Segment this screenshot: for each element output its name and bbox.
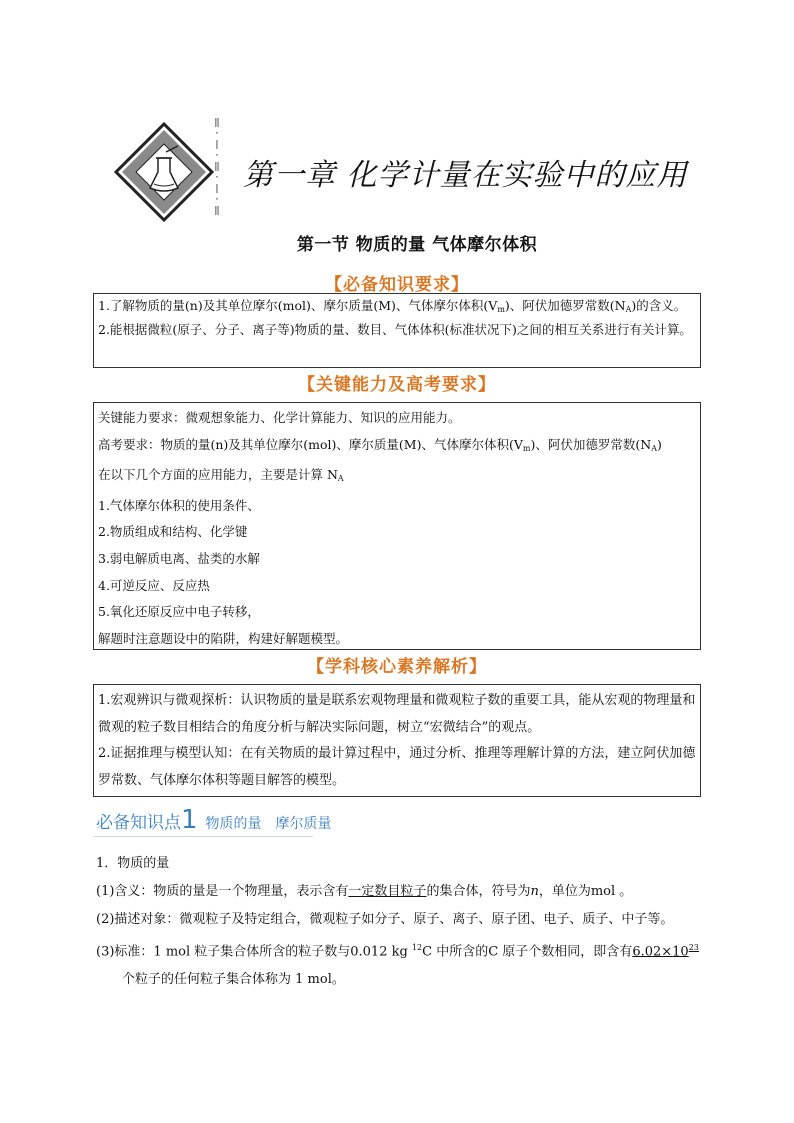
vertical-ornament: ‖ · | · ‖ · | · ‖ [214, 118, 220, 216]
key-ability-item: 5.氧化还原反应中电子转移， [98, 604, 260, 620]
core-literacy-para-1: 1.宏观辨识与微观探析：认识物质的量是联系宏观物理量和微观粒子数的重要工具，能从宏观的物理量和微观的粒子数目相结合的角度分析与解决实际问题，树立“宏微结合”的观点。 [98, 693, 696, 735]
key-ability-heading: 【关键能力及高考要求】 [298, 375, 496, 395]
required-knowledge-heading: 【必备知识要求】 [325, 275, 469, 295]
key-ability-line-3: 在以下几个方面的应用能力，主要是计算 $N_A$ [98, 467, 344, 484]
knowledge-point-title-a: 物质的量 [205, 816, 262, 832]
key-ability-last: 解题时注意题设中的陷阱，构建好解题模型。 [98, 630, 349, 646]
knowledge-point-number: 1 [181, 805, 198, 835]
content-para-2: (2)描述对象：微观粒子及特定组合，微观粒子如分子、原子、离子、原子团、电子、质子、中子等。 [96, 912, 674, 927]
section-title: 第一节 物质的量 气体摩尔体积 [296, 235, 538, 255]
required-knowledge-box [93, 293, 701, 368]
core-literacy-heading: 【学科核心素养解析】 [307, 657, 487, 677]
key-ability-line-1: 关键能力要求：微观想象能力、化学计算能力、知识的应用能力。 [98, 410, 461, 425]
key-ability-item: 1.气体摩尔体积的使用条件、 [98, 497, 260, 513]
key-ability-box [93, 402, 701, 650]
knowledge-point-heading [96, 805, 346, 835]
key-ability-item: 4.可逆反应、反应热 [98, 577, 210, 593]
knowledge-point-label: 必备知识点 [96, 813, 181, 833]
key-ability-item: 2.物质组成和结构、化学键 [98, 524, 248, 540]
knowledge-point-title-b: 摩尔质量 [275, 816, 332, 832]
key-ability-line-2: 高考要求：物质的量(n)及其单位摩尔(mol)、摩尔质量(M)、气体摩尔体积$(V_m)$、阿伏加德罗常数$(N_A)$ [98, 436, 662, 453]
required-knowledge-line-2: 2.能根据微粒(原子、分子、离子等)物质的量、数目、气体体积(标准状况下)之间的相互关系进行有关计算。 [98, 322, 692, 337]
core-literacy-box [93, 684, 701, 797]
chapter-title: 第一章 化学计量在实验中的应用 [243, 158, 688, 193]
content-para-1: (1)含义：物质的量是一个物理量，表示含有一定数目粒子的集合体，符号为n，单位为mol 。 [96, 884, 633, 899]
content-heading: 1．物质的量 [96, 856, 170, 871]
required-knowledge-line-1: 1.了解物质的量(n)及其单位摩尔(mol)、摩尔质量(M)、气体摩尔体积$(V_m)$、阿伏加德罗常数$(N_A)$的含义。 [98, 298, 687, 314]
content-body [96, 850, 702, 994]
content-para-3: (3)标准：1 mol 粒子集合体所含的粒子数与0.012 kg $^{12}$C 中所含的C 原子个数相同，即含有$6.02\times 10^{23}$个粒子的任何粒子集合体称为 1 mol。 [96, 943, 699, 988]
key-ability-item: 3.弱电解质电离、盐类的水解 [98, 550, 260, 566]
knowledge-point-underline [93, 836, 313, 837]
core-literacy-para-2: 2.证据推理与模型认知：在有关物质的最计算过程中，通过分析、推理等理解计算的方法，建立阿伏加德罗常数、气体摩尔体积等题目解答的模型。 [98, 746, 696, 788]
flask-emblem-icon [114, 122, 214, 222]
